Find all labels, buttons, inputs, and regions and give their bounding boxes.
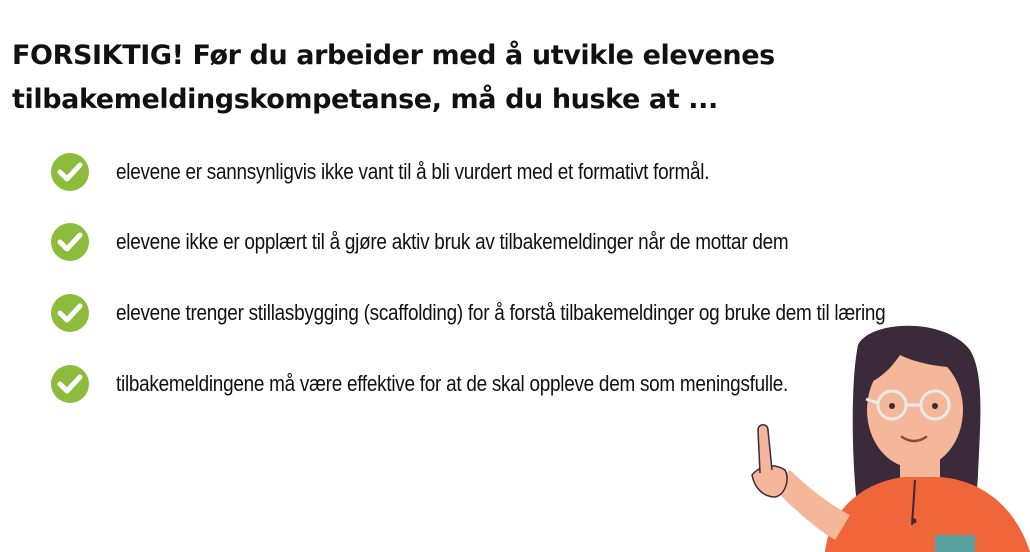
list-item-text: elevene er sannsynligvis ikke vant til å bli vurdert med et formativt formål. [116,159,710,184]
title-line-1: FORSIKTIG! Før du arbeider med å utvikle elevenes [12,40,775,71]
check-circle-icon [50,364,90,404]
check-circle-icon [50,222,90,262]
list-item-text: elevene ikke er opplært til å gjøre aktiv bruk av tilbakemeldinger når de mottar dem [116,229,789,254]
page-title [12,34,912,122]
list-item [50,152,1000,192]
list-item [50,222,1000,262]
check-circle-icon [50,293,90,333]
title-line-2: tilbakemeldingskompetanse, må du huske at ... [12,84,718,115]
list-item-text: tilbakemeldingene må være effektive for at de skal oppleve dem som meningsfulle. [116,371,789,396]
teacher-pointing-illustration [730,325,1030,552]
list-item-text: elevene trenger stillasbygging (scaffolding) for å forstå tilbakemeldinger og bruke dem til læring [116,300,886,325]
check-circle-icon [50,152,90,192]
